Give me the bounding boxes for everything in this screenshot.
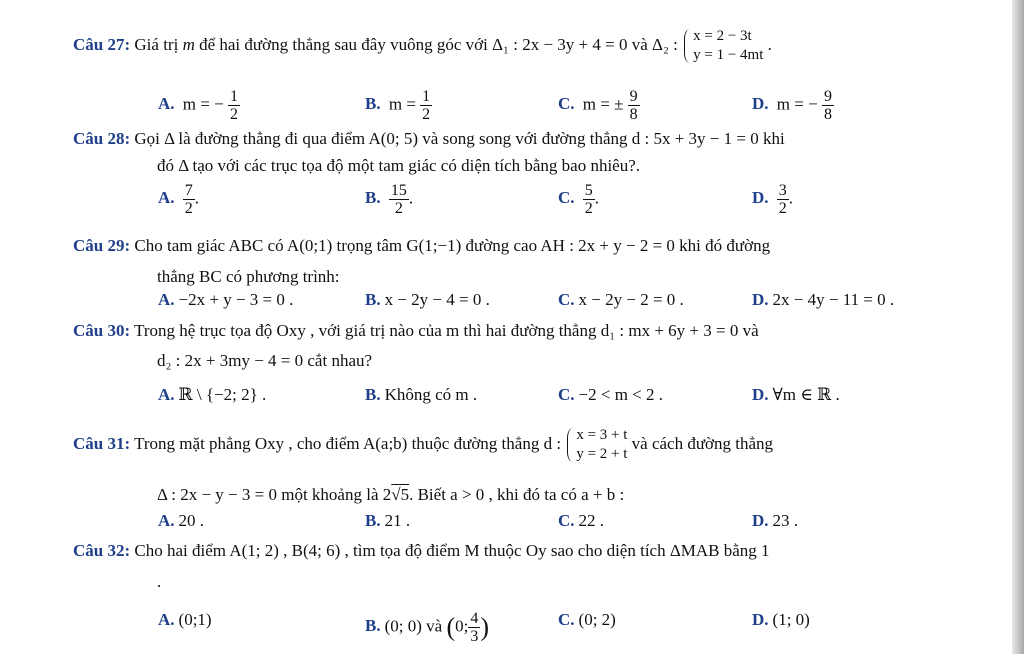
q30-option-c[interactable]: C. −2 < m < 2 .	[558, 385, 664, 404]
q29-option-d[interactable]: D. 2x − 4y − 11 = 0 .	[752, 290, 895, 309]
q32-option-d[interactable]: D. (1; 0)	[752, 610, 810, 629]
q32-stem-line2: .	[157, 572, 162, 591]
q31-option-d[interactable]: D. 23 .	[752, 511, 799, 530]
q27-option-c[interactable]: C. m = ± $\frac{9}{8}$	[558, 88, 638, 123]
q27-label: Câu 27:	[73, 34, 131, 54]
q28-option-c[interactable]: C. $\frac{5}{2}$ .	[558, 182, 600, 217]
q30-option-b[interactable]: B. Không có m .	[365, 385, 478, 404]
q30-option-a[interactable]: A. ℝ \ {−2; 2} .	[158, 385, 267, 404]
scrollbar-edge[interactable]	[1012, 0, 1024, 654]
q32-option-a[interactable]: A. (0;1)	[158, 610, 212, 629]
q31-label: Câu 31:	[73, 433, 131, 453]
q28-stem-line2: đó Δ tạo với các trục tọa độ một tam giác có diện tích bằng bao nhiêu?.	[157, 156, 641, 175]
q32-label: Câu 32:	[73, 541, 131, 560]
q29-option-b[interactable]: B. x − 2y − 4 = 0 .	[365, 290, 490, 309]
q27-option-b[interactable]: B. m = $\frac{1}{2}$	[365, 88, 431, 123]
q30-stem-line2: d₂ : 2x + 3my − 4 = 0 cắt nhau?	[157, 351, 373, 370]
q28-stem-line1: Câu 28: Gọi Δ là đường thẳng đi qua điểm A(0; 5) và song song với đường thẳng d : 5x + 3y − 1 = 0 khi	[73, 129, 785, 148]
q32-option-b[interactable]: B. (0; 0) và (0; $\frac{4}{3}$ )	[365, 610, 490, 645]
q30-label: Câu 30:	[73, 321, 131, 340]
q31-stem-line1: Câu 31: Trong mặt phẳng Oxy , cho điểm A(a;b) thuộc đường thẳng d : x = 3 + t y = 2 + t và cách đường thẳng	[73, 427, 774, 462]
q32-option-c[interactable]: C. (0; 2)	[558, 610, 616, 629]
q29-stem-line2: thẳng BC có phương trình:	[157, 267, 340, 286]
q28-label: Câu 28:	[73, 129, 131, 148]
q29-label: Câu 29:	[73, 236, 131, 255]
q31-option-b[interactable]: B. 21 .	[365, 511, 411, 530]
q27-option-a[interactable]: A. m = − $\frac{1}{2}$	[158, 88, 238, 123]
q28-option-a[interactable]: A. $\frac{7}{2}$ .	[158, 182, 200, 217]
q27-option-d[interactable]: D. m = − $\frac{9}{8}$	[752, 88, 832, 123]
q27-stem: Câu 27: Giá trị m để hai đường thẳng sau đây vuông góc với Δ₁ : 2x − 3y + 4 = 0 và Δ₂ : x = 2 − 3t y = 1 − 4mt .	[73, 28, 772, 63]
q29-option-c[interactable]: C. x − 2y − 2 = 0 .	[558, 290, 684, 309]
q29-stem-line1: Câu 29: Cho tam giác ABC có A(0;1) trọng tâm G(1;−1) đường cao AH : 2x + y − 2 = 0 khi đó đường	[73, 236, 771, 255]
q27-system: x = 2 − 3t y = 1 − 4mt	[682, 27, 763, 65]
q32-stem-line1: Câu 32: Cho hai điểm A(1; 2) , B(4; 6) , tìm tọa độ điểm M thuộc Oy sao cho diện tích ΔMAB bằng 1	[73, 541, 770, 560]
q31-option-a[interactable]: A. 20 .	[158, 511, 205, 530]
q30-stem-line1: Câu 30: Trong hệ trục tọa độ Oxy , với giá trị nào của m thì hai đường thẳng d₁ : mx + 6y + 3 = 0 và	[73, 321, 759, 340]
q31-option-c[interactable]: C. 22 .	[558, 511, 605, 530]
q30-option-d[interactable]: D. ∀m ∈ ℝ .	[752, 385, 840, 404]
q29-option-a[interactable]: A. −2x + y − 3 = 0 .	[158, 290, 294, 309]
q28-option-d[interactable]: D. $\frac{3}{2}$ .	[752, 182, 794, 217]
q31-system: x = 3 + t y = 2 + t	[565, 426, 627, 464]
q31-stem-line2: Δ : 2x − y − 3 = 0 một khoảng là 2√5. Biết a > 0 , khi đó ta có a + b :	[157, 485, 625, 504]
q28-option-b[interactable]: B. $\frac{15}{2}$ .	[365, 182, 414, 217]
